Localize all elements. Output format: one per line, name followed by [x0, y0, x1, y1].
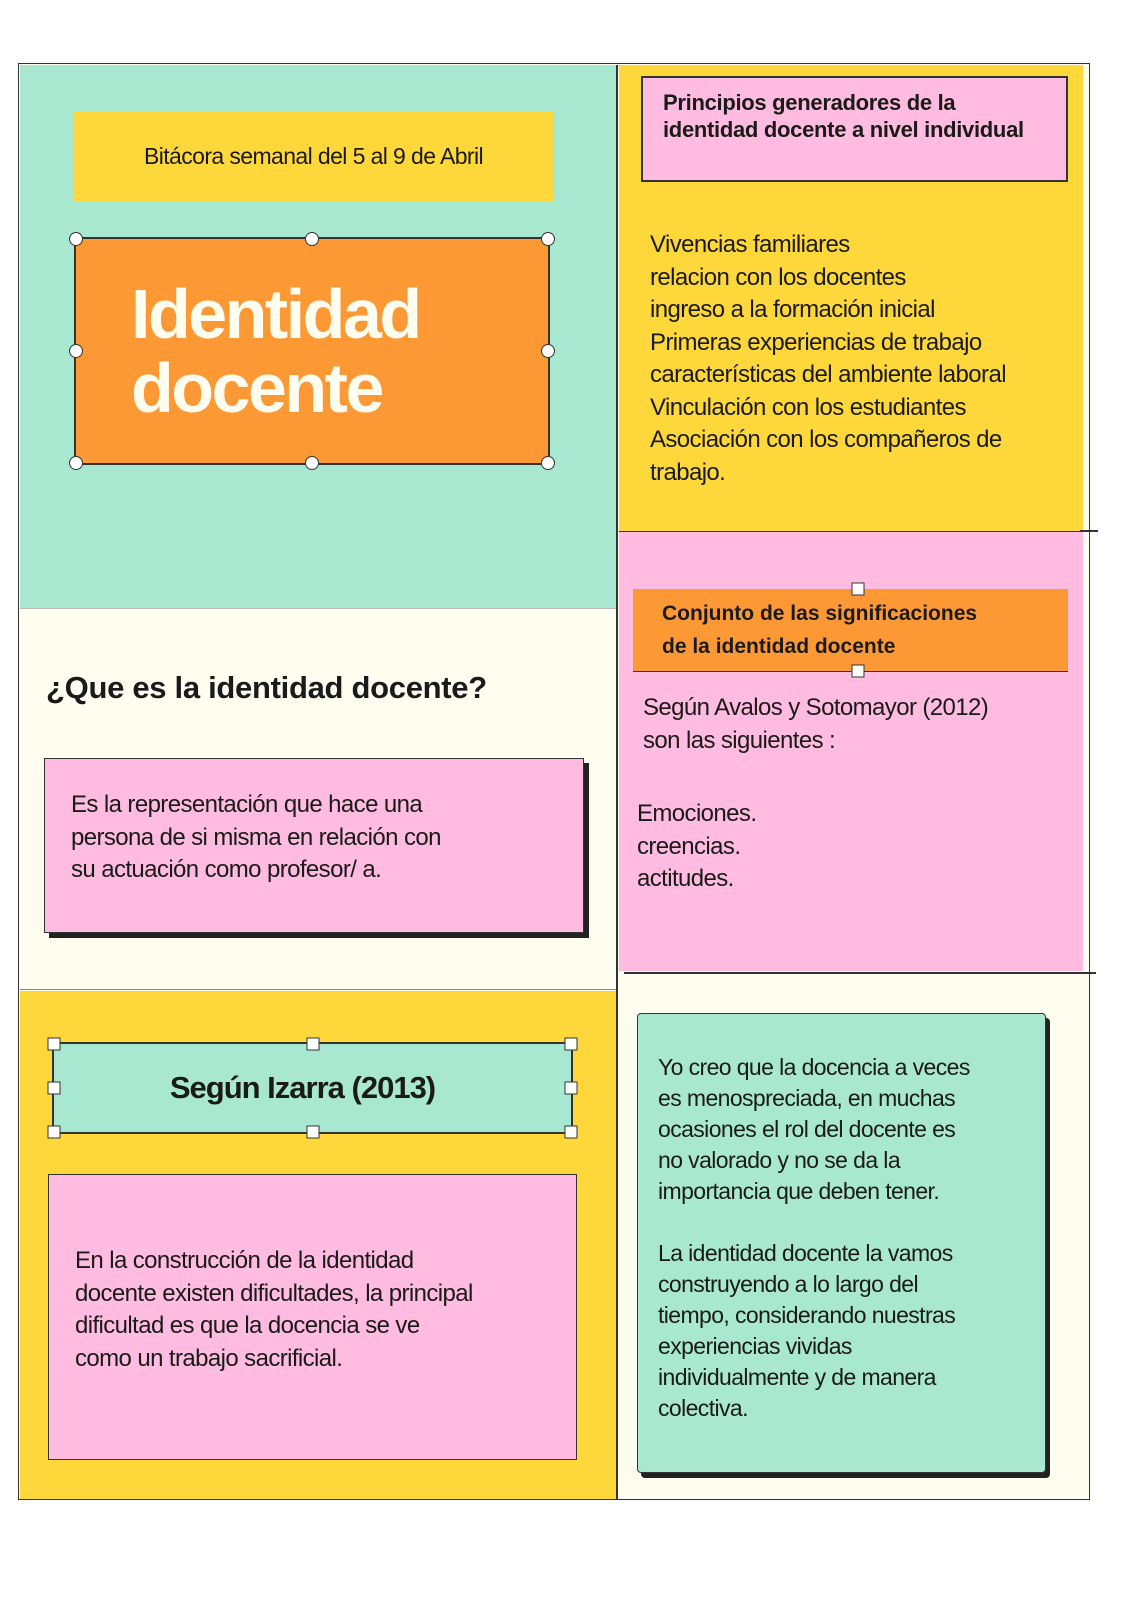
izarra-text-box [48, 1174, 577, 1460]
opinion-box [637, 1013, 1046, 1473]
izarra-heading-box[interactable] [52, 1042, 573, 1134]
question-answer-box [44, 758, 584, 933]
significations-heading: Conjunto de las significaciones de la identidad docente [662, 602, 978, 658]
divider [616, 65, 618, 1500]
resize-handle[interactable] [69, 232, 83, 246]
question-answer: Es la representación que hace una persona de si misma en relación con su actuación como profesor/ a. [71, 791, 441, 883]
resize-handle[interactable] [48, 1126, 61, 1139]
opinion-paragraph-1: Yo creo que la docencia a veces es menospreciada, en muchas ocasiones el rol del docente es no valorado y no se da la importancia que deben tener. [658, 1054, 970, 1204]
resize-handle[interactable] [48, 1038, 61, 1051]
opinion-paragraph-2: La identidad docente la vamos construyendo a lo largo del tiempo, considerando nuestras experiencias vividas individualmente y de manera colectiva. [658, 1240, 956, 1421]
resize-handle[interactable] [306, 1126, 319, 1139]
izarra-text: En la construcción de la identidad docente existen dificultades, la principal dificultad es que la docencia se ve como un trabajo sacrificial. [75, 1247, 473, 1372]
title-box[interactable] [74, 237, 550, 465]
resize-handle[interactable] [541, 456, 555, 470]
resize-handle[interactable] [852, 583, 865, 596]
header-banner [73, 111, 554, 201]
resize-handle[interactable] [305, 456, 319, 470]
resize-handle[interactable] [541, 232, 555, 246]
header-banner-text: Bitácora semanal del 5 al 9 de Abril [144, 142, 483, 169]
resize-handle[interactable] [69, 344, 83, 358]
significations-source: Según Avalos y Sotomayor (2012) son las siguientes : [643, 694, 989, 754]
significations-heading-box[interactable] [633, 589, 1068, 672]
title: Identidad docente [131, 275, 420, 427]
resize-handle[interactable] [48, 1082, 61, 1095]
resize-handle[interactable] [565, 1038, 578, 1051]
divider [624, 972, 1096, 974]
divider [1080, 530, 1098, 532]
resize-handle[interactable] [305, 232, 319, 246]
principles-heading-box [641, 76, 1068, 182]
significations-list: Emociones. creencias. actitudes. [637, 800, 757, 892]
resize-handle[interactable] [852, 665, 865, 678]
resize-handle[interactable] [69, 456, 83, 470]
question-heading: ¿Que es la identidad docente? [46, 670, 487, 705]
principles-list: Vivencias familiares relacion con los docentes ingreso a la formación inicial Primeras experiencias de trabajo características del ambiente laboral Vinculación con los estudiantes Asociación con los compañeros de trabajo. [650, 231, 1006, 486]
resize-handle[interactable] [565, 1082, 578, 1095]
resize-handle[interactable] [541, 344, 555, 358]
resize-handle[interactable] [306, 1038, 319, 1051]
izarra-heading: Según Izarra (2013) [169, 1070, 436, 1105]
principles-heading: Principios generadores de la identidad docente a nivel individual [663, 90, 1024, 142]
resize-handle[interactable] [565, 1126, 578, 1139]
